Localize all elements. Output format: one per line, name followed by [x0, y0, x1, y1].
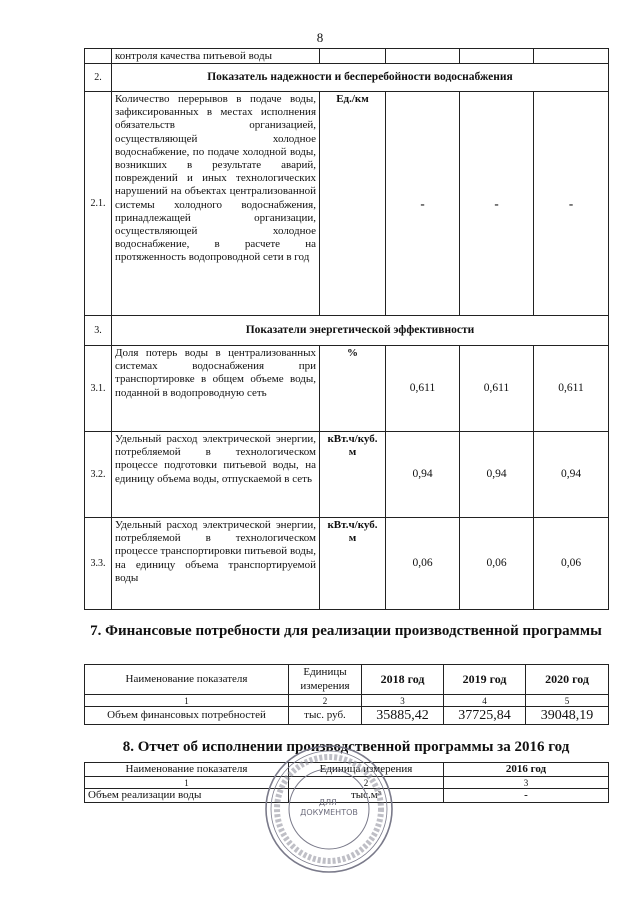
column-header: Единицы измерения	[289, 665, 362, 695]
indicator-text: Удельный расход электрической энергии, потребляемой в технологическом процессе подготовки питьевой воды, на единицу объема воды, отпускаемой в сеть	[112, 432, 320, 518]
column-index: 3	[444, 777, 609, 789]
value-cell: 0,611	[534, 346, 609, 432]
column-index: 3	[362, 695, 444, 707]
indicator-unit: кВт.ч/куб. м	[320, 518, 386, 610]
value-cell: 37725,84	[444, 707, 526, 725]
value-cell: 0,94	[460, 432, 534, 518]
value-cell: -	[534, 92, 609, 316]
indicator-text: Удельный расход электрической энергии, потребляемой в технологическом процессе транспортировки питьевой воды, на единицу объема транспортируемой воды	[112, 518, 320, 610]
row-number: 3.2.	[85, 432, 112, 518]
indicator-text: Доля потерь воды в централизованных системах водоснабжения при транспортировке в общем объеме воды, поданной в водопроводную сеть	[112, 346, 320, 432]
indicator-unit: Ед./км	[320, 92, 386, 316]
indicator-name: Объем реализации воды	[85, 789, 289, 803]
value-cell: 0,611	[386, 346, 460, 432]
finance-heading: 7. Финансовые потребности для реализации производственной программы	[90, 623, 602, 639]
column-index: 5	[526, 695, 609, 707]
index-row	[85, 695, 609, 707]
value-cell: 0,06	[460, 518, 534, 610]
value-cell: 35885,42	[362, 707, 444, 725]
value-cell: 39048,19	[526, 707, 609, 725]
table-row	[85, 432, 609, 518]
row-number: 3.1.	[85, 346, 112, 432]
page-number: 8	[316, 30, 324, 45]
column-header: Наименование показателя	[85, 665, 289, 695]
section-number: 2.	[85, 64, 112, 92]
column-header: 2020 год	[526, 665, 609, 695]
value-cell: 0,94	[534, 432, 609, 518]
finance-table	[84, 664, 609, 725]
section-title: Показатель надежности и бесперебойности водоснабжения	[112, 64, 609, 92]
value-cell: -	[460, 92, 534, 316]
section-title: Показатели энергетической эффективности	[112, 316, 609, 346]
table-row	[85, 49, 609, 64]
value-cell: -	[444, 789, 609, 803]
column-index: 4	[444, 695, 526, 707]
section-number: 3.	[85, 316, 112, 346]
row-number: 2.1.	[85, 92, 112, 316]
table-row	[85, 92, 609, 316]
indicators-table	[84, 48, 609, 610]
column-header: Наименование показателя	[85, 763, 289, 777]
column-index: 1	[85, 695, 289, 707]
indicator-unit: %	[320, 346, 386, 432]
section-row	[85, 64, 609, 92]
value-cell: -	[386, 92, 460, 316]
value-cell: 0,611	[460, 346, 534, 432]
table-header-row	[85, 665, 609, 695]
value-cell: 0,06	[386, 518, 460, 610]
row-number: 3.3.	[85, 518, 112, 610]
table-row	[85, 707, 609, 725]
table-row	[85, 346, 609, 432]
report-heading: 8. Отчет об исполнении производственной программы за 2016 год	[122, 739, 570, 755]
official-stamp	[262, 742, 397, 877]
column-header: Единица измерения	[289, 763, 444, 777]
stamp-center-text: ДЛЯ ДОКУМЕНТОВ	[300, 798, 358, 817]
indicator-name: Объем финансовых потребностей	[85, 707, 289, 725]
value-cell: 0,06	[534, 518, 609, 610]
indicator-text: Количество перерывов в подаче воды, зафиксированных в местах исполнения обязательств организацией, осуществляющей холодное водоснабжение, по подаче холодной воды, возникших в результате аварий, повреждений и иных технологических нарушений на объектах централизованной системы холодного водоснабжения, принадлежащей организации, осуществляющей холодное водоснабжение, в расчете на протяженность водопроводной сети в год	[112, 92, 320, 316]
value-cell: 0,94	[386, 432, 460, 518]
column-index: 1	[85, 777, 289, 789]
indicator-unit: тыс.м³	[289, 789, 444, 803]
carry-over-text: контроля качества питьевой воды	[112, 49, 320, 64]
section-row	[85, 316, 609, 346]
column-index: 2	[289, 777, 444, 789]
column-index: 2	[289, 695, 362, 707]
column-header: 2019 год	[444, 665, 526, 695]
table-row	[85, 518, 609, 610]
indicator-unit: кВт.ч/куб. м	[320, 432, 386, 518]
indicator-unit: тыс. руб.	[289, 707, 362, 725]
column-header: 2018 год	[362, 665, 444, 695]
column-header: 2016 год	[444, 763, 609, 777]
